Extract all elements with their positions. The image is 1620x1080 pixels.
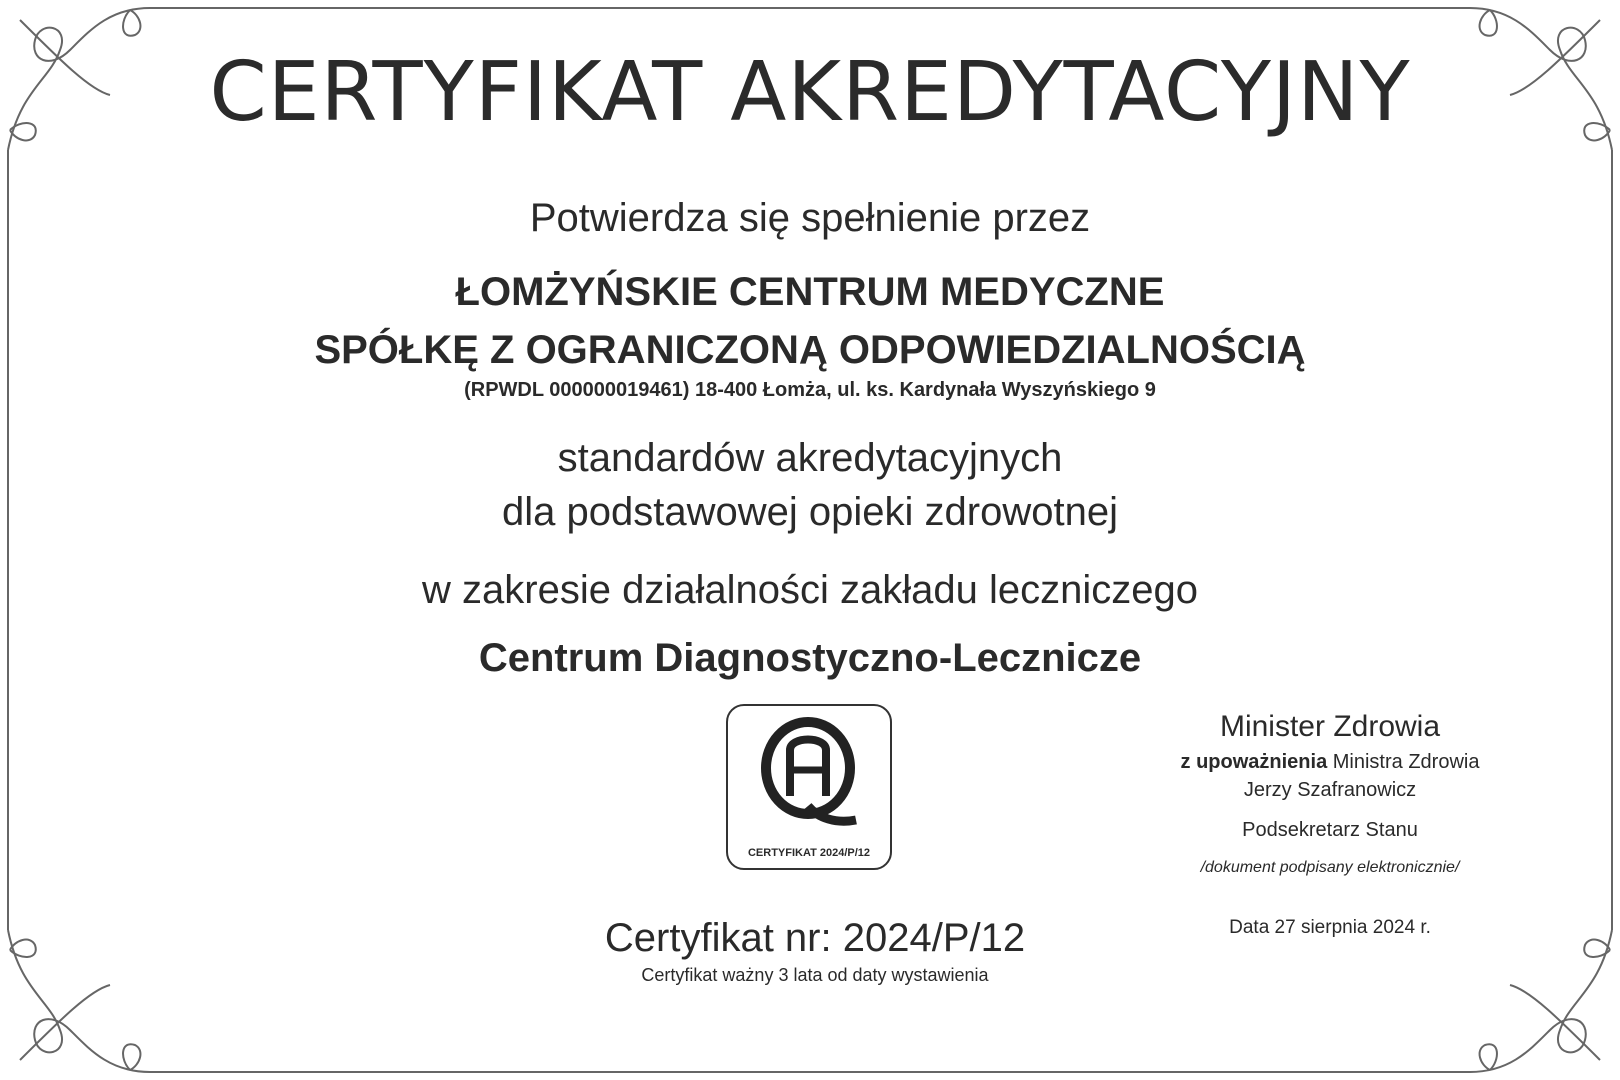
authorization-suffix: Ministra Zdrowia bbox=[1327, 751, 1480, 773]
certificate-number: Certyfikat nr: 2024/P/12 bbox=[604, 916, 1026, 960]
scope-text: w zakresie działalności zakładu leczniczego bbox=[422, 568, 1198, 612]
accreditation-logo bbox=[726, 704, 892, 870]
logo-caption: CERTYFIKAT 2024/P/12 bbox=[747, 847, 871, 859]
organization-address: (RPWDL 000000019461) 18-400 Łomża, ul. ks. Kardynała Wyszyńskiego 9 bbox=[464, 379, 1156, 401]
signer-name: Jerzy Szafranowicz bbox=[1243, 779, 1417, 801]
certificate-title: CERTYFIKAT AKREDYTACYJNY bbox=[209, 45, 1411, 140]
issue-date: Data 27 sierpnia 2024 r. bbox=[1229, 917, 1431, 938]
standards-line2: dla podstawowej opieki zdrowotnej bbox=[502, 490, 1118, 534]
intro-text: Potwierdza się spełnienie przez bbox=[529, 196, 1091, 240]
organization-name-line1: ŁOMŻYŃSKIE CENTRUM MEDYCZNE bbox=[455, 270, 1165, 314]
standards-line1: standardów akredytacyjnych bbox=[557, 436, 1063, 480]
minister-title: Minister Zdrowia bbox=[1219, 710, 1441, 743]
qa-seal-icon bbox=[728, 706, 890, 868]
electronic-signature-note: /dokument podpisany elektronicznie/ bbox=[1200, 859, 1460, 876]
certificate-validity: Certyfikat ważny 3 lata od daty wystawienia bbox=[641, 965, 989, 985]
authorization-prefix: z upoważnienia bbox=[1180, 751, 1328, 773]
unit-name: Centrum Diagnostyczno-Lecznicze bbox=[478, 636, 1142, 680]
organization-name-line2: SPÓŁKĘ Z OGRANICZONĄ ODPOWIEDZIALNOŚCIĄ bbox=[314, 328, 1306, 372]
authorization-line bbox=[1120, 752, 1540, 772]
signer-position: Podsekretarz Stanu bbox=[1242, 819, 1418, 841]
